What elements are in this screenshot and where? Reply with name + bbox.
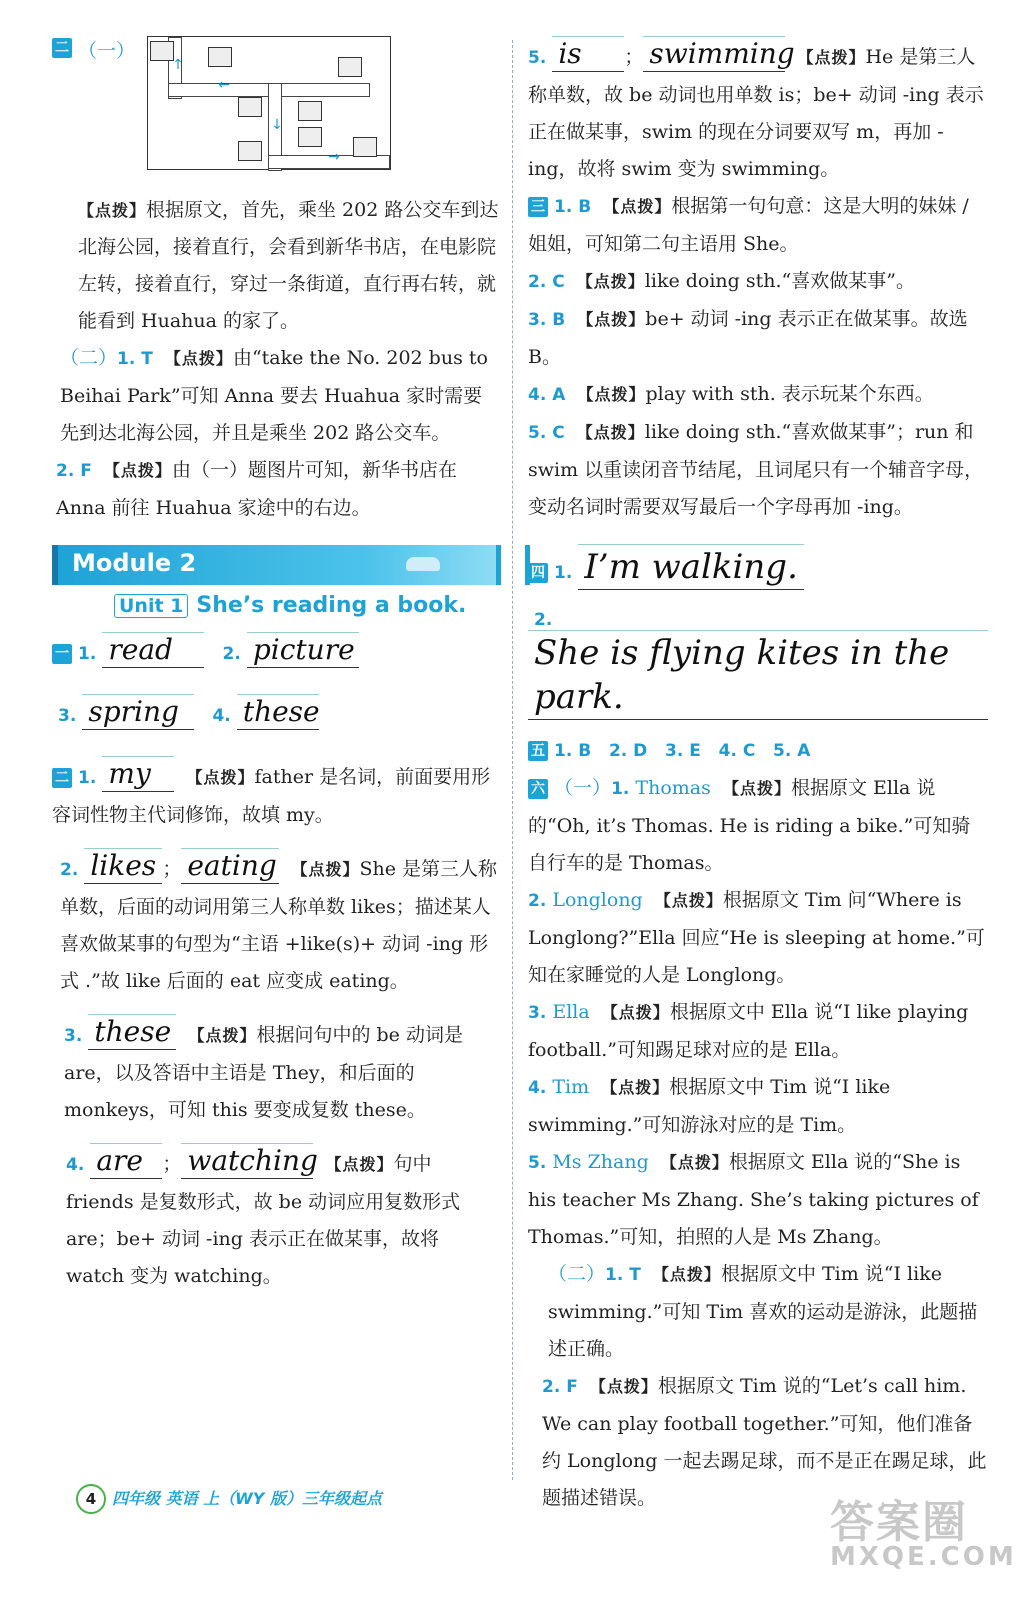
listen-5 — [528, 1144, 988, 1256]
blank-4 — [52, 1143, 500, 1295]
handwritten-answer: these — [88, 1014, 176, 1050]
question-number: 2. — [534, 610, 553, 630]
blank-3 — [52, 1014, 500, 1129]
tip-label: 【点拨】 — [722, 779, 791, 798]
answer-list: 1. B 2. D 3. E 4. C 5. A — [554, 741, 811, 761]
handwritten-answer: spring — [82, 694, 194, 730]
question-number: 4. — [212, 706, 231, 726]
column-divider — [512, 40, 513, 1480]
part-label: （一） — [78, 40, 136, 62]
unit-heading — [52, 593, 500, 618]
tip-text: 根据原文 Ella 说的“She is his teacher Ms Zhang. She’s taking pictures of Thomas.”可知，拍照的人是 Ms Zhang。 — [528, 1151, 979, 1248]
handwritten-answer: my — [102, 756, 174, 792]
section-badge: 六 — [528, 779, 548, 799]
right-column — [528, 36, 988, 1517]
question-number: 1. — [554, 563, 573, 583]
answer: Longlong — [552, 889, 643, 911]
section-badge: 五 — [528, 741, 548, 761]
answer: Ella — [552, 1001, 590, 1023]
section-badge: 四 — [528, 563, 548, 583]
left-column — [52, 36, 500, 1295]
page-footer — [76, 1484, 382, 1514]
section-2-header — [52, 36, 500, 176]
tip-text: 根据问句中的 be 动词是 are，以及答语中主语是 They，和后面的 monkeys，可知 this 要变成复数 these。 — [64, 1024, 463, 1121]
choice-4 — [528, 376, 988, 414]
tip-label: 【点拨】 — [291, 860, 360, 879]
question-number: 4. — [528, 1078, 547, 1098]
question-number: 5. C — [528, 423, 565, 443]
tip-text: 根据原文，首先，乘坐 202 路公交车到达北海公园，接着直行，会看到新华书店，在电影院左转，接着直行，穿过一条街道，直行再右转，就能看到 Huahua 的家了。 — [78, 199, 499, 332]
separator: ； — [624, 46, 644, 68]
write-2 — [528, 608, 988, 720]
question-number: 1. — [611, 779, 630, 799]
module-title: Module 2 — [72, 549, 197, 577]
tip-text: 根据第一句句意：这是大明的妹妹 / 姐姐，可知第二句主语用 She。 — [528, 195, 969, 255]
handwritten-answer: She is flying kites in the park. — [528, 630, 988, 720]
tip-text: like doing sth.“喜欢做某事”。 — [644, 270, 915, 292]
section-badge: 二 — [52, 768, 72, 788]
tip-text: like doing sth.“喜欢做某事”；run 和 swim 以重读闭音节结尾，且词尾只有一个辅音字母，变动名词时需要双写最后一个字母再加 -ing。 — [528, 421, 984, 518]
question-number: 4. — [66, 1155, 85, 1175]
separator: ； — [162, 1153, 182, 1175]
tip-text: 由“take the No. 202 bus to Beihai Park”可知 Anna 要去 Huahua 家时需要先到达北海公园，并且是乘坐 202 路公交车。 — [60, 347, 488, 444]
tip-label: 【点拨】 — [577, 310, 646, 329]
tip-text: father 是名词，前面要用形容词性物主代词修饰，故填 my。 — [52, 766, 491, 826]
tip-label: 【点拨】 — [103, 461, 172, 480]
car-icon — [406, 557, 440, 571]
question-number: 3. — [528, 1003, 547, 1023]
handwritten-answer: I’m walking. — [578, 544, 803, 590]
tip-text: 句中 friends 是复数形式，故 be 动词应用复数形式 are；be+ 动词 -ing 表示正在做某事，故将 watch 变为 watching。 — [66, 1153, 461, 1287]
tip-text: 根据原文 Tim 说的“Let’s call him. We can play football together.”可知，他们准备约 Longlong 一起去踢足球，而不是正在踢足球，此题描述错误。 — [542, 1375, 987, 1509]
tip-label: 【点拨】 — [601, 1003, 670, 1022]
choice-2 — [528, 263, 988, 301]
footer-text: 四年级 英语 上（WY 版）三年级起点 — [112, 1489, 382, 1508]
blank-1 — [52, 756, 500, 834]
handwritten-answer: picture — [247, 632, 359, 668]
section-2-tip — [52, 192, 500, 340]
tip-label: 【点拨】 — [660, 1153, 729, 1172]
tip-label: 【点拨】 — [576, 272, 645, 291]
question-number: 1. T — [117, 349, 153, 369]
choice-1 — [528, 188, 988, 263]
tip-label: 【点拨】 — [188, 1026, 257, 1045]
handwritten-answer: likes — [84, 848, 162, 884]
watermark-url: MXQE.COM — [830, 1542, 1017, 1572]
question-number: 1. B — [554, 197, 592, 217]
watermark-logo — [830, 1486, 1017, 1572]
unit-label: Unit 1 — [114, 594, 188, 618]
tip-text: play with sth. 表示玩某个东西。 — [645, 383, 934, 405]
question-number: 1. T — [605, 1265, 641, 1285]
answer: Ms Zhang — [552, 1151, 649, 1173]
part-label: （二） — [60, 347, 118, 369]
module-banner — [52, 545, 500, 585]
tip-text: 根据原文中 Ella 说“I like playing football.”可知踢足球对应的是 Ella。 — [528, 1001, 969, 1061]
part-label: （一） — [554, 777, 612, 799]
question-number: 1. — [78, 644, 97, 664]
handwritten-answer: watching — [181, 1143, 313, 1179]
tip-label: 【点拨】 — [603, 197, 672, 216]
question-1 — [52, 340, 500, 452]
listen-4 — [528, 1069, 988, 1144]
tip-label: 【点拨】 — [164, 349, 233, 368]
page-number: 4 — [76, 1484, 106, 1514]
route-map-image: ↑ ← ↓ → — [147, 36, 391, 170]
tip-text: 由（一）题图片可知，新华书店在 Anna 前往 Huahua 家途中的右边。 — [56, 459, 457, 519]
question-number: 2. — [60, 860, 79, 880]
tip-label: 【点拨】 — [797, 48, 866, 67]
question-number: 5. — [528, 1153, 547, 1173]
section-5-answers — [528, 732, 988, 770]
unit-title: She’s reading a book. — [196, 593, 467, 618]
answer: Tim — [552, 1076, 590, 1098]
judge-1 — [528, 1256, 988, 1368]
tip-text: 根据原文中 Tim 说“I like swimming.”可知 Tim 喜欢的运动是游泳，此题描述正确。 — [548, 1263, 978, 1360]
section-badge: 二 — [52, 38, 72, 58]
question-number: 3. B — [528, 310, 566, 330]
tip-text: be+ 动词 -ing 表示正在做某事。故选 B。 — [528, 308, 968, 368]
part-label: （二） — [548, 1263, 606, 1285]
handwritten-answer: swimming — [643, 36, 785, 72]
tip-label: 【点拨】 — [576, 423, 645, 442]
tip-label: 【点拨】 — [325, 1155, 394, 1174]
tip-text: She 是第三人称单数，后面的动词用第三人称单数 likes；描述某人喜欢做某事的句型为“主语 +like(s)+ 动词 -ing 形式 .”故 like 后面的 eat 应变成 eating。 — [60, 858, 498, 992]
listen-3 — [528, 994, 988, 1069]
tip-text: 根据原文中 Tim 说“I like swimming.”可知游泳对应的是 Tim。 — [528, 1076, 891, 1136]
tip-text: He 是第三人称单数，故 be 动词也用单数 is；be+ 动词 -ing 表示正在做某事，swim 的现在分词要双写 m，再加 -ing，故将 swim 变为 swimming。 — [528, 46, 984, 180]
blank-5 — [528, 36, 988, 188]
stripes-decoration — [496, 545, 530, 585]
handwritten-answer: is — [552, 36, 624, 72]
listen-1 — [528, 770, 988, 882]
watermark-text: 答案圈 — [830, 1497, 968, 1548]
tip-label: 【点拨】 — [577, 385, 646, 404]
tip-label: 【点拨】 — [186, 768, 255, 787]
handwritten-answer: read — [102, 632, 204, 668]
question-number: 2. — [528, 891, 547, 911]
listen-2 — [528, 882, 988, 994]
question-2 — [52, 452, 500, 527]
blank-2 — [52, 848, 500, 1000]
section-badge: 一 — [52, 644, 72, 664]
separator: ； — [162, 858, 182, 880]
tip-label: 【点拨】 — [589, 1377, 658, 1396]
question-number: 2. — [222, 644, 241, 664]
handwritten-answer: are — [90, 1143, 162, 1179]
section-1-row-a — [52, 632, 500, 668]
question-number: 5. — [528, 48, 547, 68]
answer: Thomas — [635, 777, 711, 799]
tip-label: 【点拨】 — [601, 1078, 670, 1097]
tip-label: 【点拨】 — [78, 201, 147, 220]
handwritten-answer: eating — [181, 848, 279, 884]
choice-3 — [528, 301, 988, 376]
tip-label: 【点拨】 — [654, 891, 723, 910]
tip-text: 根据原文 Ella 说的“Oh, it’s Thomas. He is riding a bike.”可知骑自行车的是 Thomas。 — [528, 777, 971, 874]
question-number: 3. — [64, 1026, 83, 1046]
question-number: 1. — [78, 768, 97, 788]
question-number: 2. F — [542, 1377, 578, 1397]
section-1-row-b — [52, 694, 500, 730]
choice-5 — [528, 414, 988, 526]
section-badge: 三 — [528, 197, 548, 217]
tip-text: 根据原文 Tim 问“Where is Longlong?”Ella 回应“He is sleeping at home.”可知在家睡觉的人是 Longlong。 — [528, 889, 985, 986]
question-number: 3. — [58, 706, 77, 726]
write-1 — [528, 544, 988, 590]
question-number: 2. C — [528, 272, 565, 292]
tip-label: 【点拨】 — [652, 1265, 721, 1284]
handwritten-answer: these — [237, 694, 319, 730]
question-number: 2. F — [56, 461, 92, 481]
question-number: 4. A — [528, 385, 566, 405]
